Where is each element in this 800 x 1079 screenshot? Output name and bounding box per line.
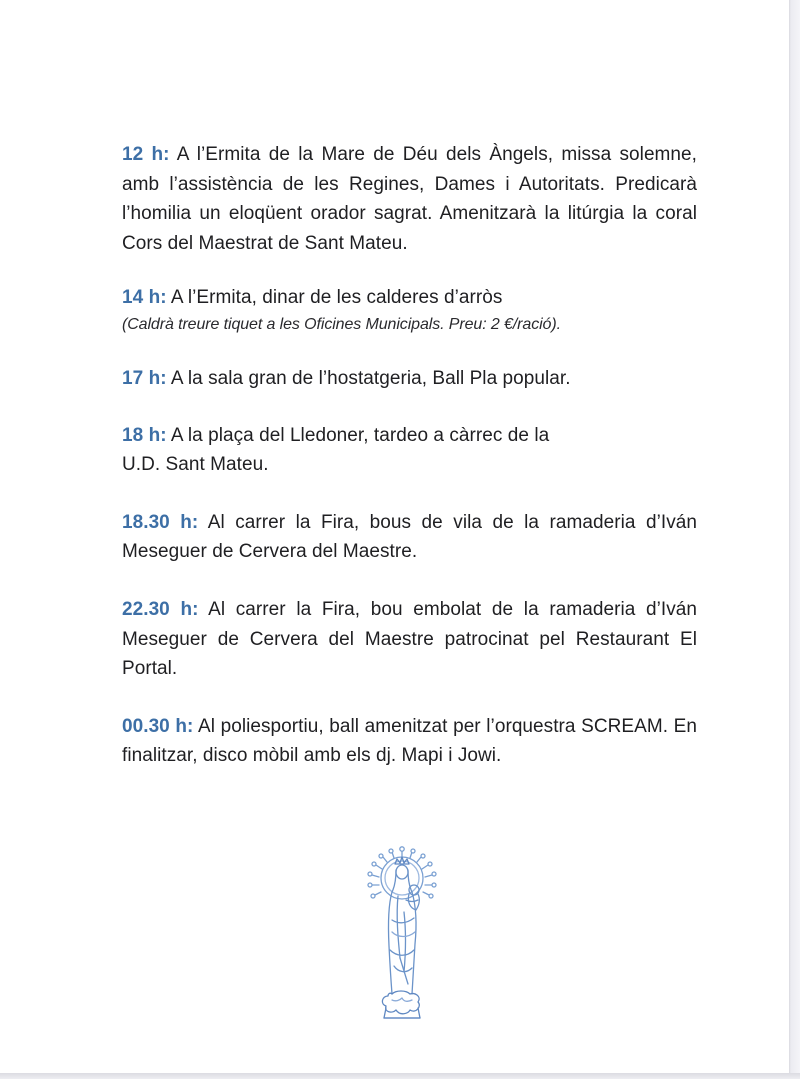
virgin-mary-statue-icon xyxy=(362,846,442,1022)
schedule-entry-14h xyxy=(122,283,697,313)
entry-time: 12 h: xyxy=(122,144,170,165)
entry-description: Al poliesportiu, ball amenitzat per l’orquestra SCREAM. En finalitzar, disco mòbil amb els dj. Mapi i Jowi. xyxy=(122,715,697,767)
schedule-entry-12h xyxy=(122,140,697,258)
entry-time: 22.30 h: xyxy=(122,598,199,620)
entry-time: 18 h: xyxy=(122,424,167,446)
entry-time: 00.30 h: xyxy=(122,715,194,737)
entry-description: A l’Ermita, dinar de les calderes d’arròs xyxy=(166,287,503,309)
entry-description: Al carrer la Fira, bou embolat de la ramaderia d’Iván Meseguer de Cervera del Maestre patrocinat pel Restaurant El Portal. xyxy=(122,598,697,680)
schedule-entry-22-30h xyxy=(122,595,697,684)
schedule-entry-18-30h xyxy=(122,508,697,567)
entry-description: A la sala gran de l’hostatgeria, Ball Pla popular. xyxy=(166,367,571,389)
entry-description-line2: U.D. Sant Mateu. xyxy=(122,454,269,476)
entry-description: A la plaça del Lledoner, tardeo a càrrec de la xyxy=(166,424,550,446)
entry-time: 17 h: xyxy=(122,367,167,389)
entry-description: Al carrer la Fira, bous de vila de la ramaderia d’Iván Meseguer de Cervera del Maestre. xyxy=(122,511,697,563)
page-edge-right xyxy=(789,0,800,1079)
entry-time: 14 h: xyxy=(122,287,167,309)
schedule-entry-17h xyxy=(122,364,697,394)
schedule-entry-00-30h xyxy=(122,712,697,771)
entry-note: (Caldrà treure tiquet a les Oficines Municipals. Preu: 2 €/ració). xyxy=(122,315,561,333)
entry-description: A l’Ermita de la Mare de Déu dels Àngels, missa solemne, amb l’assistència de les Regines, Dames i Autoritats. Predicarà l’homilia un eloqüent orador sagrat. Amenitzarà la litúrgia la coral Cors del Maestrat de Sant Mateu. xyxy=(122,144,697,254)
event-schedule xyxy=(122,140,697,771)
schedule-entry-18h xyxy=(122,421,697,480)
page-edge-bottom xyxy=(0,1073,800,1079)
entry-time: 18.30 h: xyxy=(122,511,199,533)
